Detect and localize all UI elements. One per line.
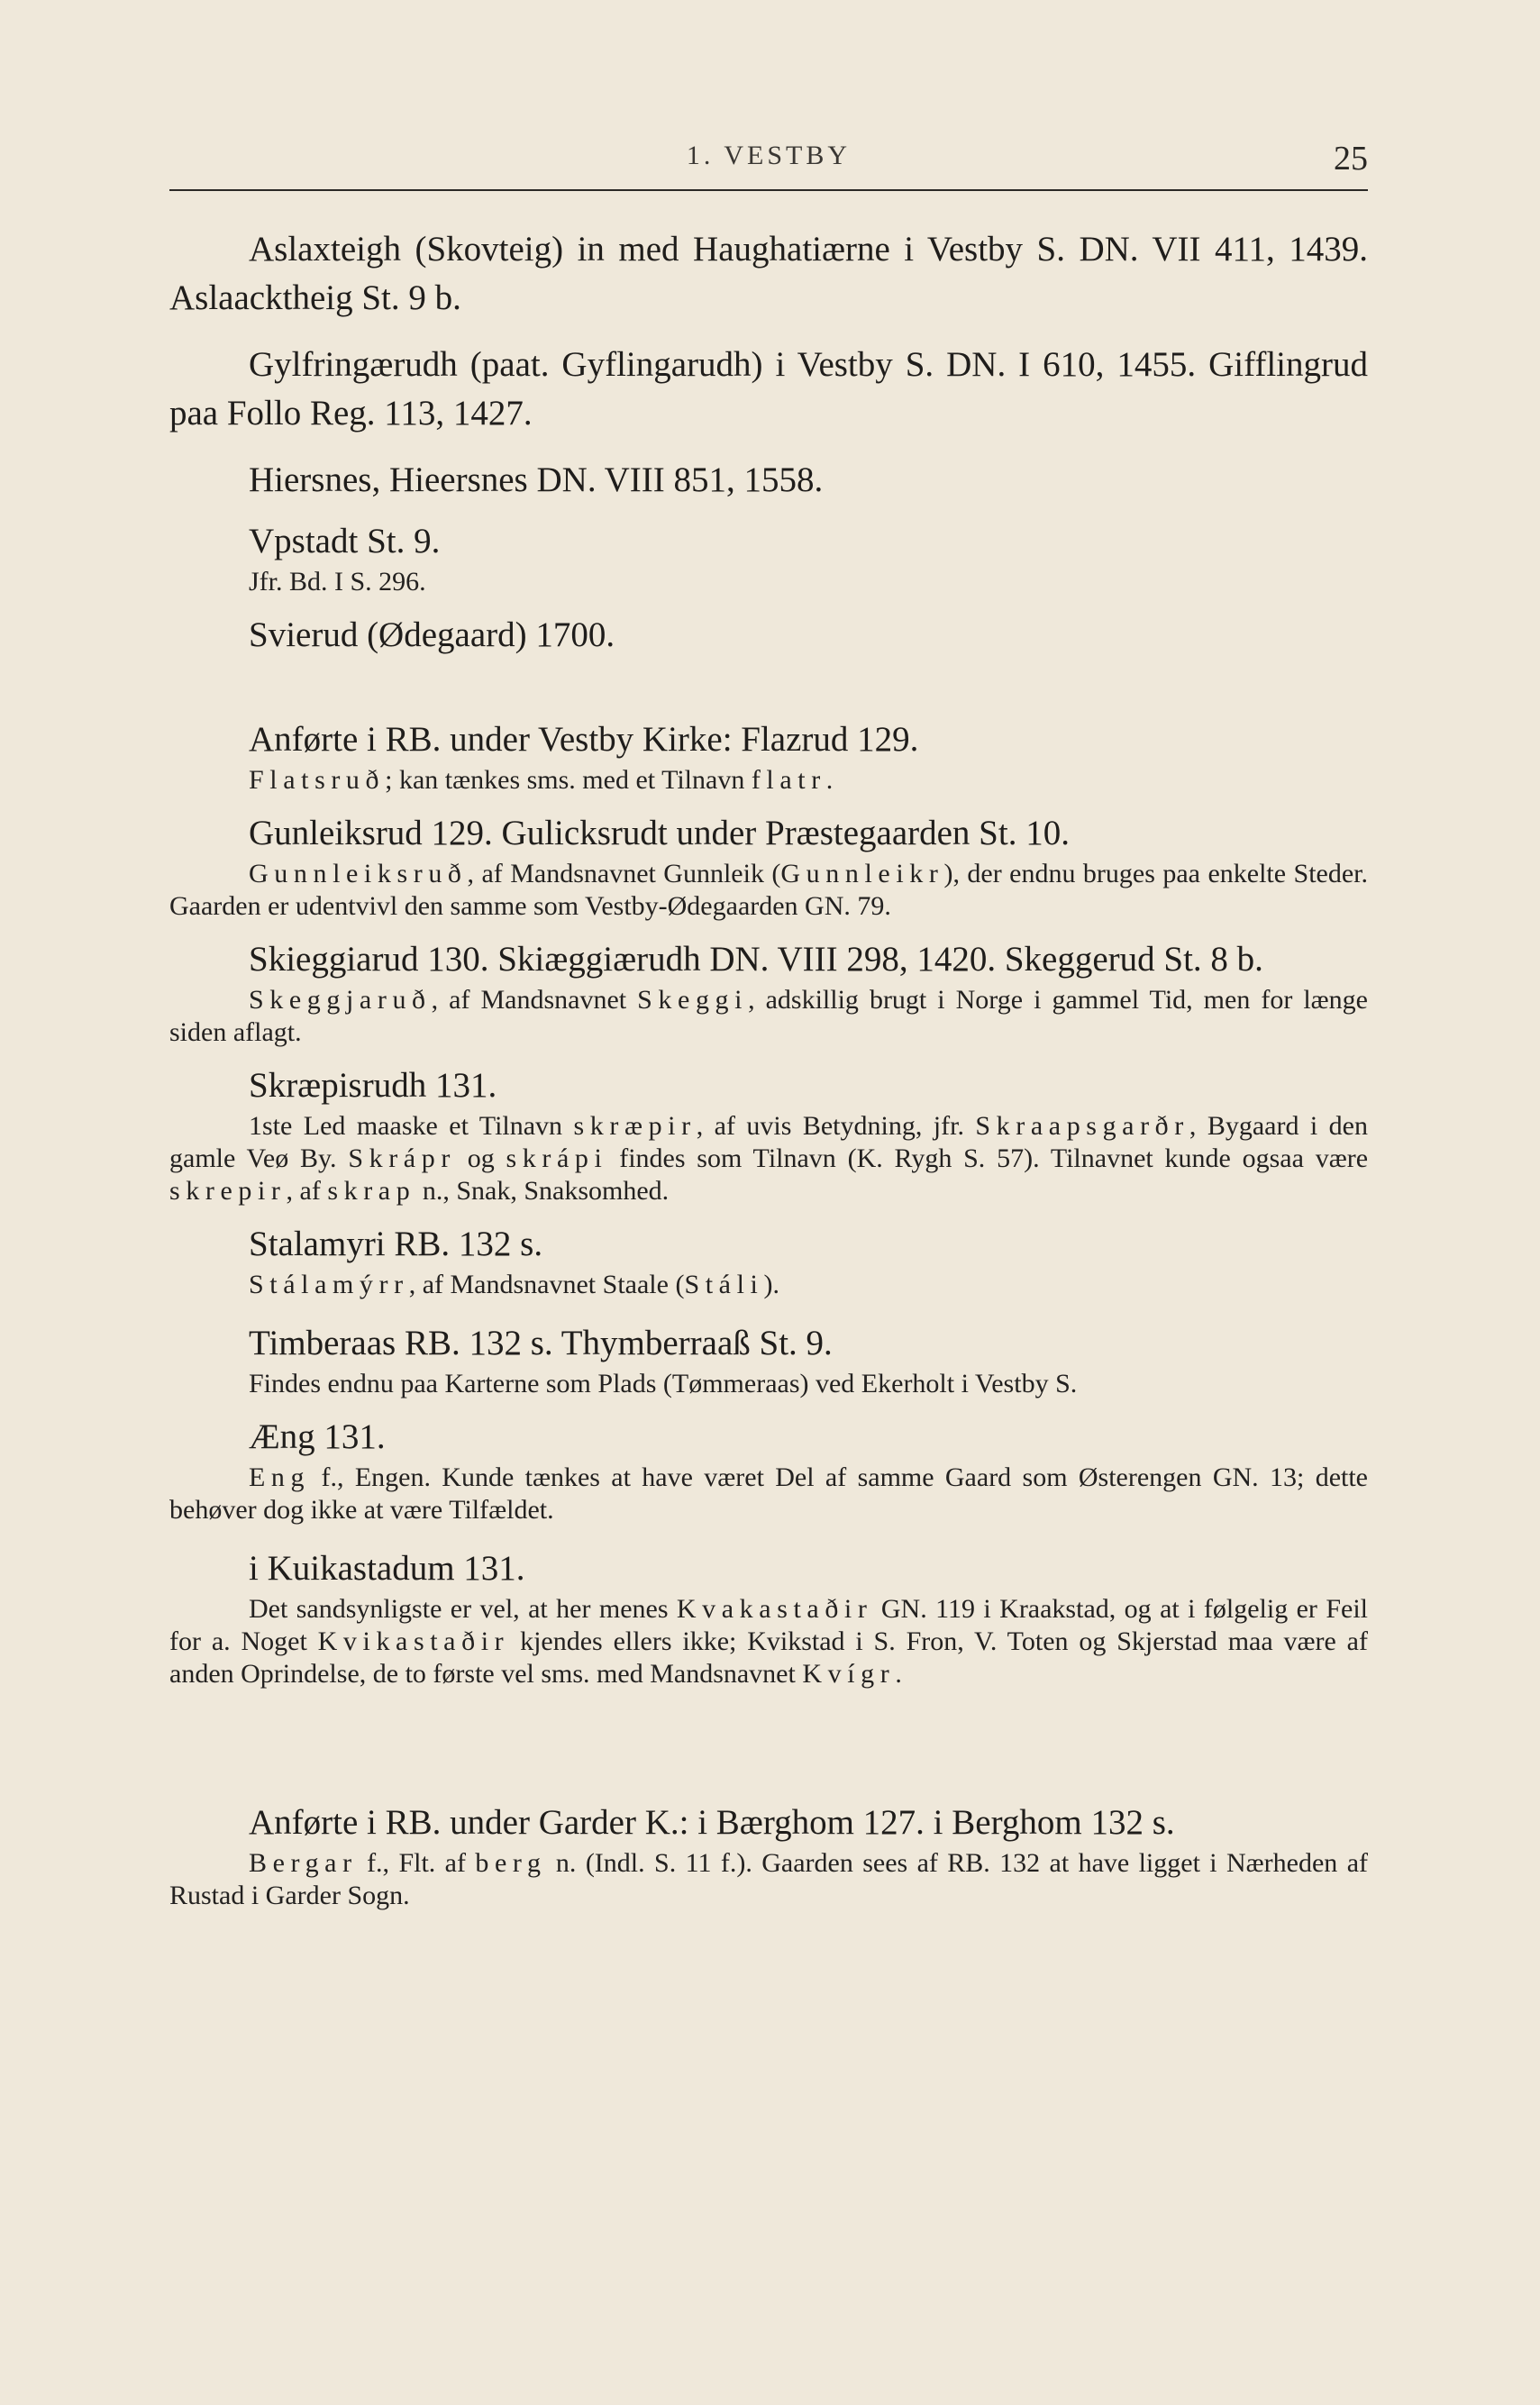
entry-aslaxteigh: Aslaxteigh (Skovteig) in med Haughatiærne i Vestby S. DN. VII 411, 1439. Aslaacktheig St. 9 b. (169, 230, 1368, 317)
note-aeng: Eng f., Engen. Kunde tænkes at have været Del af samme Gaard som Østerengen GN. 13; dette behøver dog ikke at være Tilfældet. (169, 1462, 1368, 1525)
entry-gylfringaerudh: Gylfringærudh (paat. Gyflingarudh) i Vestby S. DN. I 610, 1455. Gifflingrud paa Follo Reg. 113, 1427. (169, 345, 1368, 433)
entry-kuikastadum: i Kuikastadum 131. (249, 1549, 525, 1588)
note-gunleiksrud: Gunnleiksruð, af Mandsnavnet Gunnleik (Gunnleikr), der endnu bruges paa enkelte Steder. Gaarden er udentvivl den samme som Vestby-Ødegaarden GN. 79. (169, 859, 1368, 921)
entry-stalamyri: Stalamyri RB. 132 s. (249, 1225, 543, 1263)
entry-svierud: Svierud (Ødegaard) 1700. (249, 615, 615, 654)
entry-skraepisrudh: Skræpisrudh 131. (249, 1066, 497, 1105)
note-vpstadt: Jfr. Bd. I S. 296. (249, 567, 426, 597)
entry-aeng: Æng 131. (249, 1417, 386, 1456)
note-skraepisrudh: 1ste Led maaske et Tilnavn skræpir, af uvis Betydning, jfr. Skraapsgarðr, Bygaard i den gamle Veø By. Skrápr og skrápi findes som Tilnavn (K. Rygh S. 57). Tilnavnet kunde ogsaa være skrepir, af skrap n., Snak, Snaksomhed. (169, 1111, 1369, 1206)
entry-skieggiarud: Skieggiarud 130. Skiæggiærudh DN. VIII 298, 1420. Skeggerud St. 8 b. (249, 940, 1263, 979)
note-garder-kirke: Bergar f., Flt. af berg n. (Indl. S. 11 f.). Gaarden sees af RB. 132 at have ligget i Nærheden af Rustad i Garder Sogn. (169, 1848, 1368, 1910)
entry-flazrud: Anførte i RB. under Vestby Kirke: Flazrud 129. (249, 720, 919, 759)
entry-timberaas: Timberaas RB. 132 s. Thymberraaß St. 9. (249, 1324, 833, 1362)
note-timberaas: Findes endnu paa Karterne som Plads (Tømmeraas) ved Ekerholt i Vestby S. (249, 1369, 1078, 1398)
note-kuikastadum: Det sandsynligste er vel, at her menes Kvakastaðir GN. 119 i Kraakstad, og at i følgelig er Feil for a. Noget Kvikastaðir kjendes ellers ikke; Kvikstad i S. Fron, V. Toten og Skjerstad maa være af anden Oprindelse, de to første vel sms. med Mandsnavnet Kvígr. (169, 1594, 1368, 1689)
entry-hiersnes: Hiersnes, Hieersnes DN. VIII 851, 1558. (249, 460, 824, 499)
note-skieggiarud: Skeggjaruð, af Mandsnavnet Skeggi, adskillig brugt i Norge i gammel Tid, men for længe siden aflagt. (169, 985, 1369, 1047)
entry-garder-kirke: Anførte i RB. under Garder K.: i Bærghom 127. i Berghom 132 s. (249, 1803, 1175, 1842)
running-head: 1. VESTBY (686, 141, 852, 170)
entry-gunleiksrud: Gunleiksrud 129. Gulicksrudt under Præstegaarden St. 10. (249, 814, 1070, 852)
note-flazrud: Flatsruð; kan tænkes sms. med et Tilnavn flatr. (249, 765, 834, 795)
entry-vpstadt: Vpstadt St. 9. (249, 522, 441, 560)
page-body (169, 225, 1368, 1912)
note-stalamyri: Stálamýrr, af Mandsnavnet Staale (Stáli). (249, 1270, 779, 1299)
page-number: 25 (1334, 140, 1368, 178)
page-header (169, 135, 1368, 191)
